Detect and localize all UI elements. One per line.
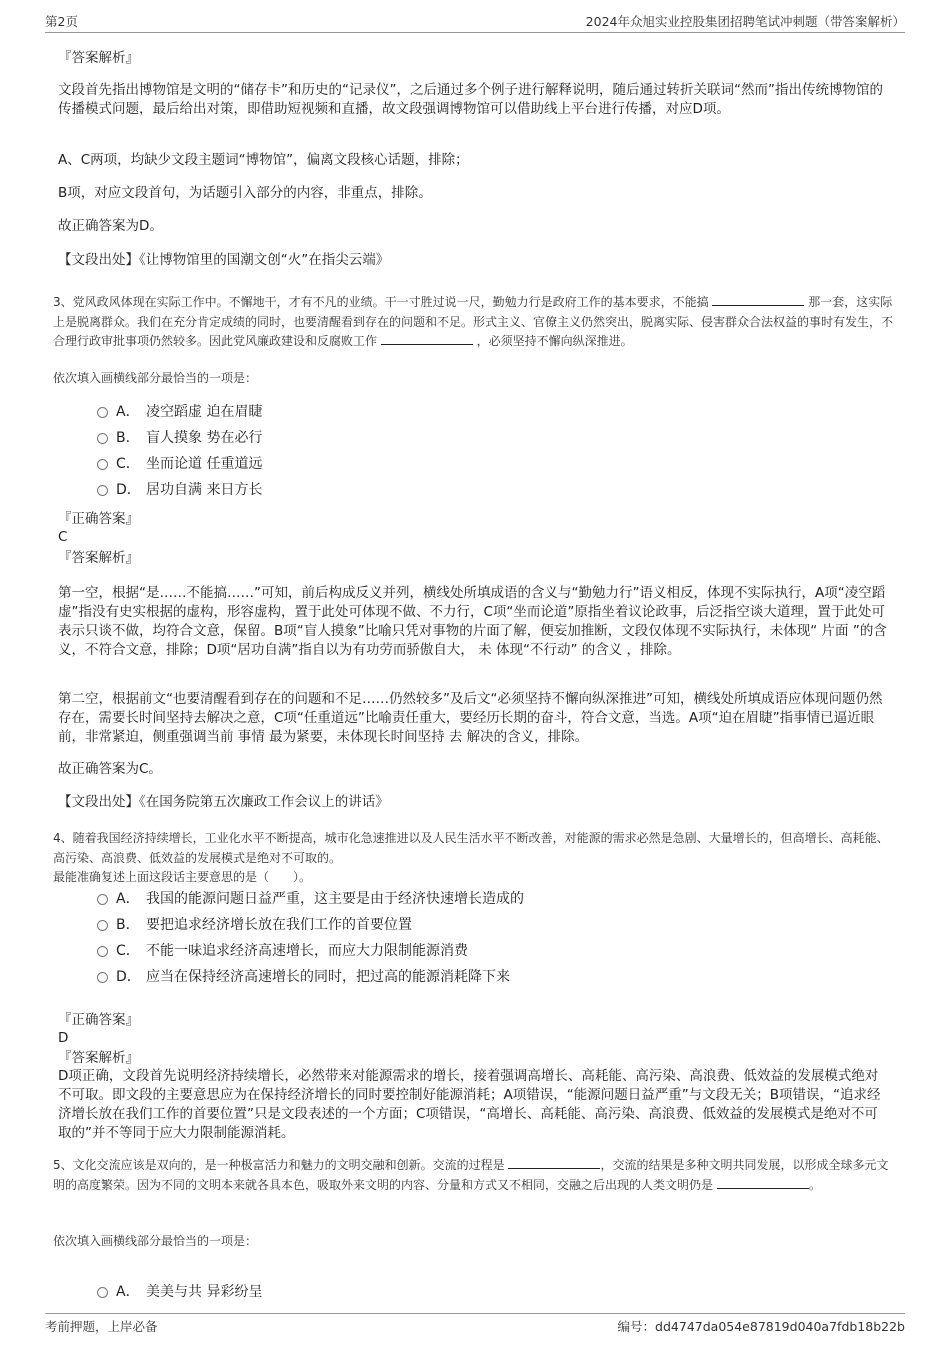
q4-option-d[interactable]: D． 应当在保持经济高速增长的同时，把过高的能源消耗降下来 bbox=[97, 968, 510, 987]
radio-icon[interactable] bbox=[97, 920, 108, 931]
q3-answer: C bbox=[58, 529, 68, 545]
q3-analysis-p3: 故正确答案为C。 bbox=[58, 761, 162, 777]
q3-blank-2 bbox=[381, 332, 473, 345]
q3-blank-1 bbox=[712, 293, 804, 306]
q2-analysis-p2: A、C两项，均缺少文段主题词“博物馆”，偏离文段核心话题，排除； bbox=[58, 152, 469, 168]
q4-prompt: 最能准确复述上面这段话主要意思的是（ ）。 bbox=[53, 870, 312, 884]
q3-analysis-p2: 第二空，根据前文“也要清醒看到存在的问题和不足……仍然较多”及后文“必须坚持不懈向纵深推进”可知，横线处所填成语应体现问题仍然存在，需要长时间坚持去解决之意，C项“任重道远”比喻责任重大，要经历长期的奋斗，符合文意，当选。A项“迫在眉睫”指事情已逼近眼前，非常紧迫，侧重强调当前 事情 最为紧要，未体现长时间坚持 去 解决的含义，排除。 bbox=[58, 691, 883, 745]
radio-icon[interactable] bbox=[97, 894, 108, 905]
q3-analysis-label: 『答案解析』 bbox=[58, 550, 139, 566]
q3-option-d[interactable]: D． 居功自满 来日方长 bbox=[97, 481, 262, 500]
q3-option-a[interactable]: A． 凌空蹈虚 迫在眉睫 bbox=[97, 403, 262, 422]
q3-analysis-p1: 第一空，根据“是……不能搞……”可知，前后构成反义并列，横线处所填成语的含义与“勤勉力行”语义相反，体现不实际执行，A项“凌空蹈虚”指没有史实根据的虚构，形容虚构，置于此处可体现不做、不力行，C项“坐而论道”原指坐着议论政事，后泛指空谈大道理，置于此处可表示只谈不做，均符合文意，保留。B项“盲人摸象”比喻只凭对事物的片面了解，便妄加推断，文段仅体现不实际执行，未体现“ 片面 ”的含义，不符合文意，排除；D项“居功自满”指自以为有功劳而骄傲自大， 未 体现“不行动” 的含义 ，排除。 bbox=[58, 585, 887, 658]
q4-answer: D bbox=[58, 1030, 69, 1046]
q4-option-b[interactable]: B． 要把追求经济增长放在我们工作的首要位置 bbox=[97, 916, 412, 935]
q2-analysis-p3: B项，对应文段首句，为话题引入部分的内容，非重点，排除。 bbox=[58, 185, 432, 201]
q4-analysis-p1: D项正确，文段首先说明经济持续增长，必然带来对能源需求的增长，接着强调高增长、高耗能、高污染、高浪费、低效益的发展模式绝对不可取。即文段的主要意思应为在保持经济增长的同时要控制好能源消耗；A项错误，“能源问题日益严重”与文段无关；B项错误，“追求经济增长放在我们工作的首要位置”只是文段表述的一个方面；C项错误，“高增长、高耗能、高污染、高浪费、低效益的发展模式是绝对不可取的”并不等同于应大力限制能源消耗。 bbox=[58, 1068, 881, 1141]
q3-source: 【文段出处】《在国务院第五次廉政工作会议上的讲话》 bbox=[58, 794, 389, 810]
radio-icon[interactable] bbox=[97, 459, 108, 470]
q2-analysis-label: 『答案解析』 bbox=[58, 50, 139, 66]
q3-stem: 3、党风政风体现在实际工作中。不懈地干，才有不凡的业绩。干一寸胜过说一尺，勤勉力行是政府工作的基本要求，不能搞 那一套，这实际上是脱离群众。我们在充分肯定成绩的同时，也要清醒看到存在的问题和不足。形式主义、官僚主义仍然突出，脱离实际、侵害群众合法权益的事时有发生，不合理行政审批事项仍然较多。因此党风廉政建设和反腐败工作 ，必须坚持不懈向纵深推进。 bbox=[53, 295, 894, 348]
q4-stem: 4、随着我国经济持续增长，工业化水平不断提高，城市化急速推进以及人民生活水平不断改善，对能源的需求必然是急剧、大量增长的，但高增长、高耗能、高污染、高浪费、低效益的发展模式是绝对不可取的。 bbox=[53, 831, 889, 865]
document-code: 编号：dd4747da054e87819d040a7fdb18b22b bbox=[617, 1319, 905, 1334]
document-title: 2024年众旭实业控股集团招聘笔试冲刺题（带答案解析） bbox=[585, 14, 905, 29]
q3-option-c[interactable]: C． 坐而论道 任重道远 bbox=[97, 455, 262, 474]
page-footer bbox=[45, 1313, 905, 1336]
q4-option-a[interactable]: A． 我国的能源问题日益严重，这主要是由于经济快速增长造成的 bbox=[97, 890, 524, 909]
radio-icon[interactable] bbox=[97, 433, 108, 444]
radio-icon[interactable] bbox=[97, 972, 108, 983]
q5-blank-2 bbox=[717, 1176, 809, 1189]
q5-stem: 5、文化交流应该是双向的，是一种极富活力和魅力的文明交融和创新。交流的过程是 ，交流的结果是多种文明共同发展，以形成全球多元文明的高度繁荣。因为不同的文明本来就各具本色，吸取外来文明的内容、分量和方式又不相同，交融之后出现的人类文明仍是 。 bbox=[53, 1158, 889, 1192]
q2-source: 【文段出处】《让博物馆里的国潮文创“火”在指尖云端》 bbox=[58, 252, 390, 268]
q4-answer-label: 『正确答案』 bbox=[58, 1012, 139, 1028]
q5-option-a[interactable]: A． 美美与共 异彩纷呈 bbox=[97, 1283, 262, 1302]
page-number: 第2页 bbox=[45, 14, 78, 29]
q3-answer-label: 『正确答案』 bbox=[58, 511, 139, 527]
q4-analysis-label: 『答案解析』 bbox=[58, 1050, 139, 1066]
q4-option-c[interactable]: C． 不能一味追求经济高速增长，而应大力限制能源消费 bbox=[97, 942, 468, 961]
q5-blank-1 bbox=[508, 1156, 600, 1169]
radio-icon[interactable] bbox=[97, 946, 108, 957]
q3-option-b[interactable]: B． 盲人摸象 势在必行 bbox=[97, 429, 262, 448]
radio-icon[interactable] bbox=[97, 1287, 108, 1298]
radio-icon[interactable] bbox=[97, 407, 108, 418]
footer-slogan: 考前押题，上岸必备 bbox=[45, 1319, 158, 1334]
q2-analysis-p1: 文段首先指出博物馆是文明的“储存卡”和历史的“记录仪”，之后通过多个例子进行解释说明，随后通过转折关联词“然而”指出传统博物馆的传播模式问题，最后给出对策，即借助短视频和直播，故文段强调博物馆可以借助线上平台进行传播，对应D项。 bbox=[58, 82, 883, 117]
q2-analysis-p4: 故正确答案为D。 bbox=[58, 218, 163, 234]
q5-prompt: 依次填入画横线部分最恰当的一项是： bbox=[53, 1234, 258, 1248]
q3-prompt: 依次填入画横线部分最恰当的一项是： bbox=[53, 371, 258, 385]
radio-icon[interactable] bbox=[97, 485, 108, 496]
page-header bbox=[45, 10, 905, 33]
